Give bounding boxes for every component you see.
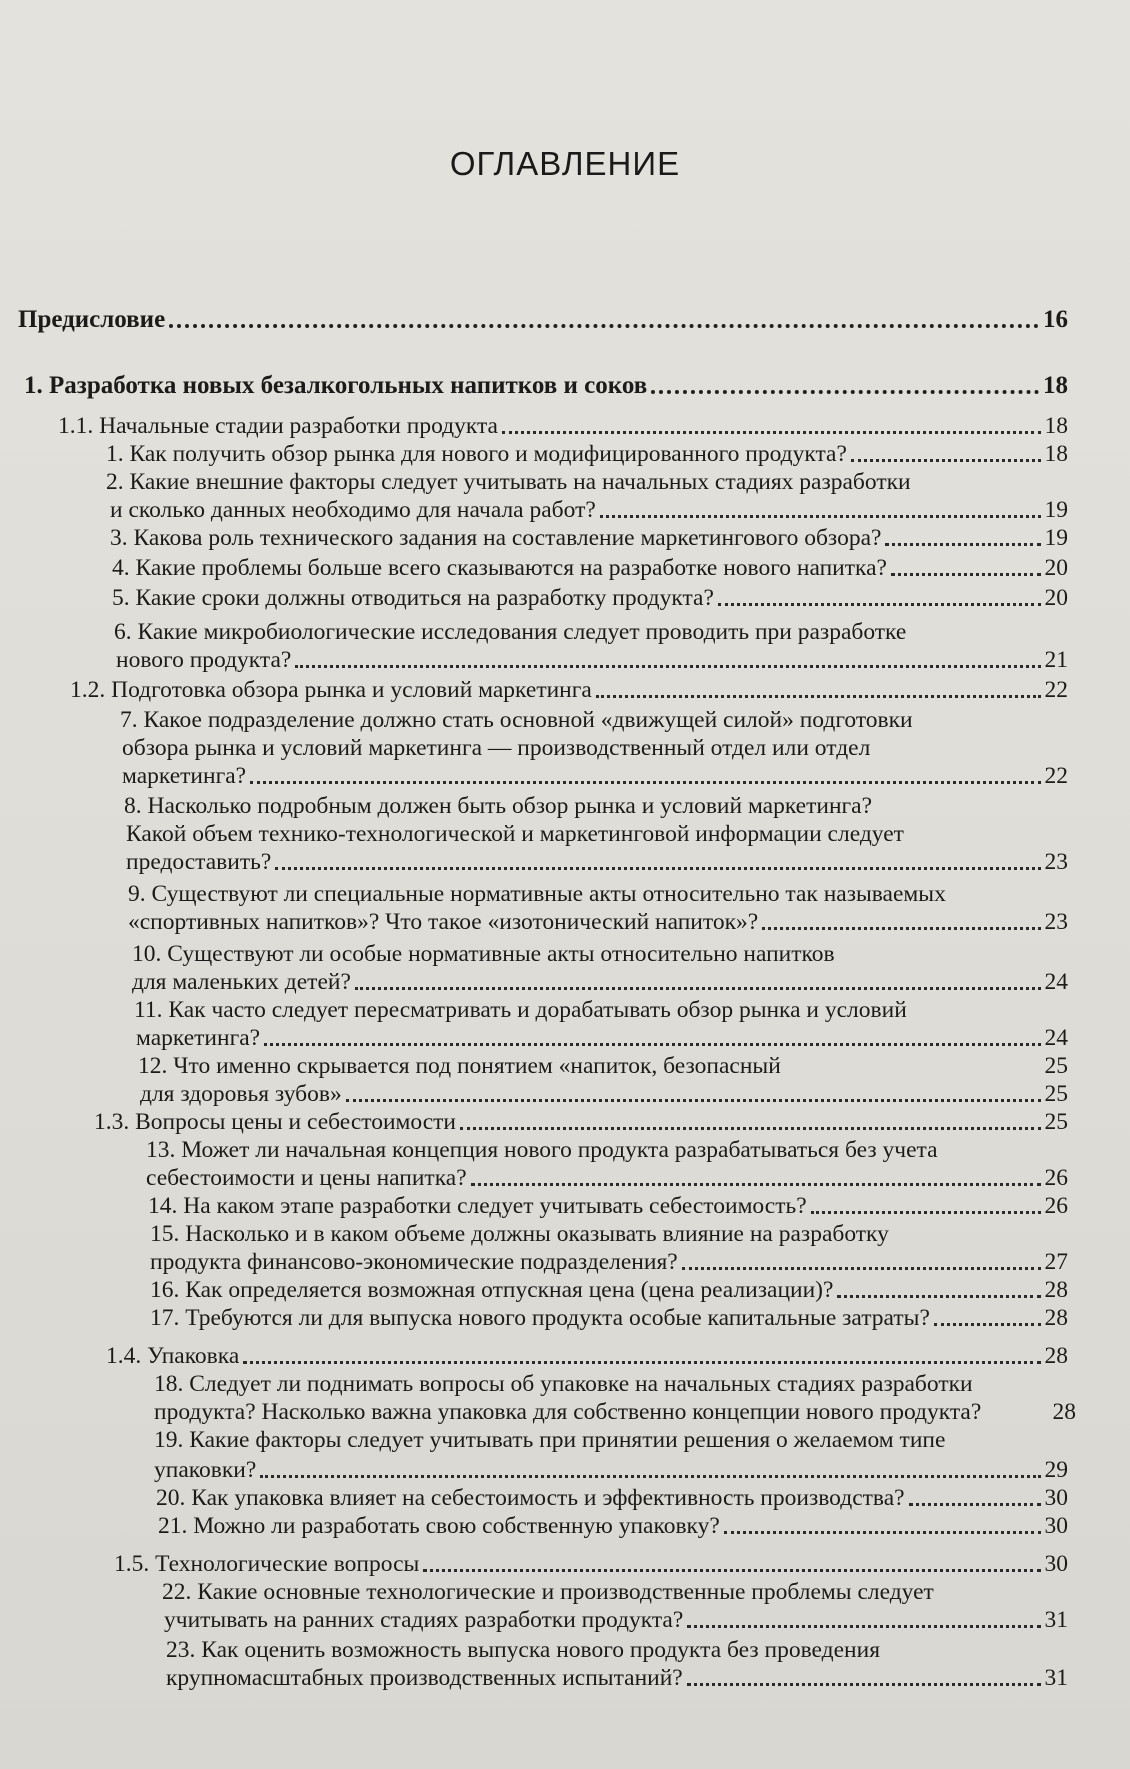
toc-entry-q2-line1[interactable]: 2. Какие внешние факторы следует учитывать на начальных стадиях разработки (106, 469, 911, 495)
toc-page-number: 18 (1044, 441, 1068, 467)
toc-entry-q8-line2[interactable]: Какой объем технико-технологической и маркетинговой информации следует (126, 821, 904, 847)
toc-entry-text: маркетинга? (122, 763, 247, 789)
leader-dots (250, 781, 1040, 784)
leader-dots (423, 1569, 1040, 1572)
toc-entry-q10[interactable] (132, 968, 1068, 996)
leader-dots (295, 665, 1040, 668)
toc-entry-q9[interactable] (128, 908, 1068, 936)
toc-entry-text: 12. Что именно скрывается под понятием «напиток, безопасный (138, 1053, 781, 1079)
toc-entry-q19-line1[interactable]: 19. Какие факторы следует учитывать при принятии решения о желаемом типе (154, 1427, 946, 1453)
toc-entry-text: маркетинга? (136, 1025, 261, 1051)
toc-entry-q10-line1[interactable]: 10. Существуют ли особые нормативные акты относительно напитков (132, 941, 835, 967)
toc-entry-q13[interactable] (146, 1164, 1068, 1192)
toc-page-number: 30 (1044, 1485, 1068, 1511)
toc-entry-text: 3. Какова роль технического задания на составление маркетингового обзора? (110, 525, 882, 551)
toc-entry-section-1-1[interactable] (58, 412, 1068, 440)
leader-dots (600, 515, 1041, 518)
toc-entry-text: 1. Как получить обзор рынка для нового и модифицированного продукта? (106, 441, 847, 467)
leader-dots (682, 1267, 1041, 1270)
toc-page-number: 29 (1044, 1457, 1068, 1483)
leader-dots (275, 867, 1040, 870)
toc-page-number: 31 (1044, 1607, 1068, 1633)
toc-page-number: 25 (1044, 1053, 1068, 1079)
toc-entry-q22[interactable] (164, 1606, 1068, 1634)
toc-entry-q7-line1[interactable]: 7. Какое подразделение должно стать основной «движущей силой» подготовки (120, 707, 913, 733)
toc-entry-q2[interactable] (110, 496, 1068, 524)
toc-entry-q21[interactable] (158, 1512, 1068, 1540)
toc-entry-section-1-5[interactable] (114, 1550, 1068, 1578)
toc-entry-text: 5. Какие сроки должны отводиться на разработку продукта? (112, 585, 714, 611)
toc-entry-q7-line2[interactable]: обзора рынка и условий маркетинга — производственный отдел или отдел (122, 735, 871, 761)
toc-page-number: 26 (1044, 1165, 1068, 1191)
leader-dots (260, 1475, 1040, 1478)
toc-entry-text: для здоровья зубов» (140, 1081, 342, 1107)
toc-entry-text: 17. Требуются ли для выпуска нового продукта особые капитальные затраты? (150, 1305, 930, 1331)
toc-page-number: 28 (1052, 1399, 1076, 1425)
leader-dots (837, 1295, 1040, 1298)
toc-entry-q15-line1[interactable]: 15. Насколько и в каком объеме должны оказывать влияние на разработку (150, 1221, 889, 1247)
toc-entry-text: 21. Можно ли разработать свою собственную упаковку? (158, 1513, 720, 1539)
toc-entry-q18-line1[interactable]: 18. Следует ли поднимать вопросы об упаковке на начальных стадиях разработки (154, 1371, 973, 1397)
toc-entry-chapter-1[interactable] (24, 372, 1068, 400)
leader-dots (891, 573, 1041, 576)
toc-entry-text: продукта? Насколько важна упаковка для собственно концепции нового продукта? (154, 1399, 982, 1425)
toc-entry-q1[interactable] (106, 440, 1068, 468)
leader-dots (687, 1625, 1040, 1628)
toc-entry-text: 20. Как упаковка влияет на себестоимость и эффективность производства? (156, 1485, 905, 1511)
toc-entry-q12[interactable] (140, 1080, 1068, 1108)
leader-dots (724, 1531, 1041, 1534)
toc-entry-text: предоставить? (126, 849, 272, 875)
toc-page-number: 18 (1044, 413, 1068, 439)
leader-dots (885, 543, 1040, 546)
leader-dots (687, 1683, 1041, 1686)
toc-entry-text: и сколько данных необходимо для начала работ? (110, 497, 596, 523)
toc-entry-q19[interactable] (154, 1456, 1068, 1484)
toc-page-number: 23 (1044, 849, 1068, 875)
toc-page-number: 28 (1044, 1343, 1068, 1369)
leader-dots (264, 1043, 1040, 1046)
toc-entry-text: учитывать на ранних стадиях разработки продукта? (164, 1607, 684, 1633)
leader-dots (811, 1211, 1041, 1214)
toc-entry-text: 1. Разработка новых безалкогольных напитков и соков (24, 372, 648, 399)
toc-page-number: 21 (1044, 647, 1068, 673)
toc-entry-q14[interactable] (148, 1192, 1068, 1220)
leader-dots (762, 927, 1040, 930)
toc-entry-text: 1.5. Технологические вопросы (114, 1551, 420, 1577)
toc-entry-q5[interactable] (112, 584, 1068, 612)
toc-page-number: 26 (1044, 1193, 1068, 1219)
toc-page-number: 24 (1044, 1025, 1068, 1051)
toc-entry-text: 1.1. Начальные стадии разработки продукта (58, 413, 498, 439)
toc-page-number: 25 (1044, 1081, 1068, 1107)
leader-dots (502, 431, 1041, 434)
toc-entry-q9-line1[interactable]: 9. Существуют ли специальные нормативные акты относительно так называемых (128, 881, 946, 907)
toc-entry-section-1-2[interactable] (70, 676, 1068, 704)
toc-page-number: 27 (1044, 1249, 1068, 1275)
toc-entry-q11-line1[interactable]: 11. Как часто следует пересматривать и дорабатывать обзор рынка и условий (134, 997, 907, 1023)
toc-entry-text: 16. Как определяется возможная отпускная цена (цена реализации)? (150, 1277, 834, 1303)
toc-page-number: 20 (1044, 555, 1068, 581)
toc-entry-text: 1.3. Вопросы цены и себестоимости (94, 1109, 457, 1135)
toc-page-number: 28 (1044, 1305, 1068, 1331)
toc-entry-q22-line1[interactable]: 22. Какие основные технологические и производственные проблемы следует (162, 1579, 934, 1605)
toc-entry-q15[interactable] (150, 1248, 1068, 1276)
toc-entry-text: упаковки? (154, 1457, 257, 1483)
leader-dots (718, 603, 1041, 606)
toc-page-number: 19 (1044, 525, 1068, 551)
toc-entry-q18[interactable] (154, 1398, 1076, 1426)
toc-entry-q3[interactable] (110, 524, 1068, 552)
toc-entry-q23-line1[interactable]: 23. Как оценить возможность выпуска нового продукта без проведения (166, 1637, 881, 1663)
toc-entry-text: для маленьких детей? (132, 969, 351, 995)
toc-page-number: 31 (1044, 1665, 1068, 1691)
toc-entry-text: Предисловие (18, 306, 166, 333)
leader-dots (471, 1183, 1041, 1186)
toc-page-number: 30 (1044, 1513, 1068, 1539)
toc-page-number: 24 (1044, 969, 1068, 995)
leader-dots (243, 1361, 1040, 1364)
leader-dots (651, 390, 1039, 394)
toc-page-number: 22 (1044, 677, 1068, 703)
toc-page-number: 19 (1044, 497, 1068, 523)
toc-entry-q4[interactable] (112, 554, 1068, 582)
toc-entry-text: нового продукта? (116, 647, 292, 673)
toc-entry-q8[interactable] (126, 848, 1068, 876)
leader-dots (596, 695, 1041, 698)
toc-page-number: 30 (1044, 1551, 1068, 1577)
toc-entry-q13-line1[interactable]: 13. Может ли начальная концепция нового продукта разрабатываться без учета (146, 1137, 938, 1163)
toc-entry-q6[interactable] (116, 646, 1068, 674)
toc-page-number: 22 (1044, 763, 1068, 789)
leader-dots (460, 1127, 1040, 1130)
toc-page-number: 16 (1043, 306, 1068, 333)
leader-dots (355, 987, 1041, 990)
toc-page-number: 28 (1044, 1277, 1068, 1303)
toc-entry-text: 1.2. Подготовка обзора рынка и условий маркетинга (70, 677, 592, 703)
toc-page-number: 25 (1044, 1109, 1068, 1135)
toc-entry-q8-line1[interactable]: 8. Насколько подробным должен быть обзор рынка и условий маркетинга? (124, 793, 873, 819)
toc-entry-q12-line1[interactable] (138, 1052, 1068, 1080)
toc-entry-text: 14. На каком этапе разработки следует учитывать себестоимость? (148, 1193, 807, 1219)
toc-page-number: 23 (1044, 909, 1068, 935)
toc-entry-q16[interactable] (150, 1276, 1068, 1304)
toc-entry-text: «спортивных напитков»? Что такое «изотонический напиток»? (128, 909, 759, 935)
toc-entry-text: себестоимости и цены напитка? (146, 1165, 467, 1191)
toc-entry-q23[interactable] (166, 1664, 1068, 1692)
leader-dots (909, 1503, 1041, 1506)
toc-entry-section-1-3[interactable] (94, 1108, 1068, 1136)
leader-dots (346, 1099, 1041, 1102)
toc-entry-preface[interactable] (18, 306, 1068, 334)
leader-dots (851, 459, 1041, 462)
toc-entry-q7[interactable] (122, 762, 1068, 790)
toc-entry-text: 1.4. Упаковка (106, 1343, 240, 1369)
toc-entry-q11[interactable] (136, 1024, 1068, 1052)
toc-entry-q20[interactable] (156, 1484, 1068, 1512)
toc-entry-text: 4. Какие проблемы больше всего сказываются на разработке нового напитка? (112, 555, 887, 581)
toc-entry-q6-line1[interactable]: 6. Какие микробиологические исследования следует проводить при разработке (114, 619, 907, 645)
leader-dots (934, 1323, 1041, 1326)
toc-entry-q17[interactable] (150, 1304, 1068, 1332)
toc-entry-text: продукта финансово-экономические подразделения? (150, 1249, 678, 1275)
toc-entry-text: крупномасштабных производственных испытаний? (166, 1665, 683, 1691)
toc-entry-section-1-4[interactable] (106, 1342, 1068, 1370)
toc-page-number: 18 (1043, 372, 1068, 399)
page-title: ОГЛАВЛЕНИЕ (449, 145, 681, 182)
toc-page-number: 20 (1044, 585, 1068, 611)
leader-dots (169, 324, 1039, 328)
